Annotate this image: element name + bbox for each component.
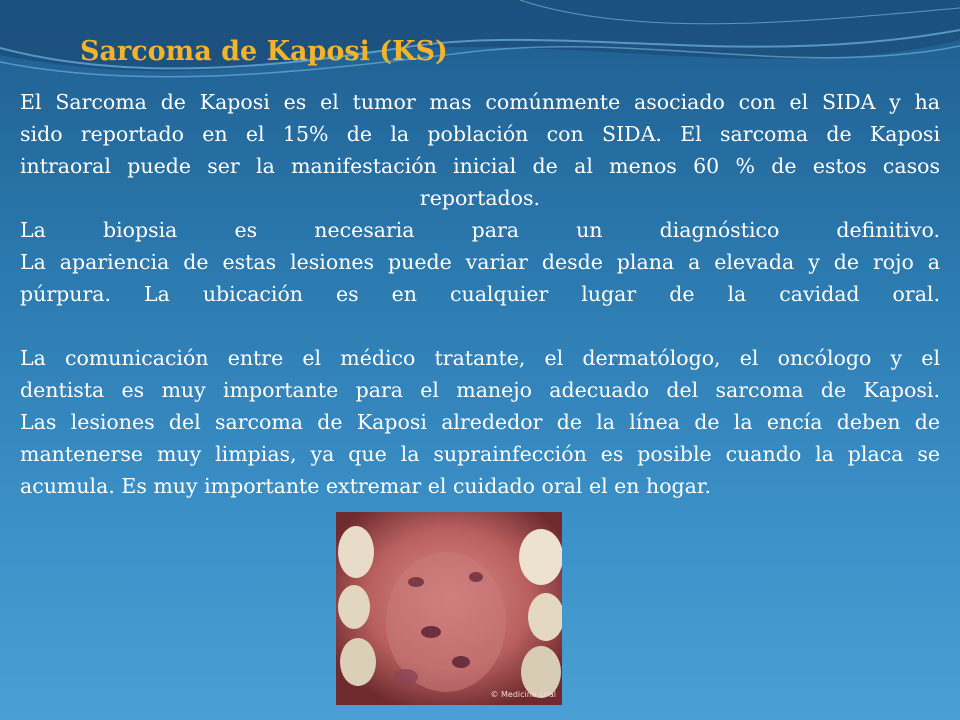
spacer: [20, 310, 940, 342]
text-line: acumula. Es muy importante extremar el cuidado oral el en hogar.: [20, 474, 711, 498]
text-line: mantenerse muy limpias, ya que la suprainfección es posible cuando la placa se: [20, 442, 940, 466]
oral-lesion-photo: [336, 512, 562, 705]
text-line: sido reportado en el 15% de la población con SIDA. El sarcoma de Kaposi: [20, 122, 940, 146]
text-line: dentista es muy importante para el manejo adecuado del sarcoma de Kaposi.: [20, 378, 940, 402]
text-line: El Sarcoma de Kaposi es el tumor mas comúnmente asociado con el SIDA y ha: [20, 90, 940, 114]
text-line: La comunicación entre el médico tratante, el dermatólogo, el oncólogo y el: [20, 346, 940, 370]
slide-body: [20, 86, 940, 502]
slide-title: Sarcoma de Kaposi (KS): [80, 36, 448, 67]
text-line: La apariencia de estas lesiones puede variar desde plana a elevada y de rojo a: [20, 250, 940, 274]
text-line: Las lesiones del sarcoma de Kaposi alrededor de la línea de la encía deben de: [20, 410, 940, 434]
text-line: La biopsia es necesaria para un diagnóstico definitivo.: [20, 218, 940, 242]
text-line: púrpura. La ubicación es en cualquier lugar de la cavidad oral.: [20, 282, 940, 306]
text-line: reportados.: [419, 186, 541, 210]
text-line: intraoral puede ser la manifestación inicial de al menos 60 % de estos casos: [20, 154, 940, 178]
photo-watermark: © Medicina Oral: [490, 690, 556, 699]
